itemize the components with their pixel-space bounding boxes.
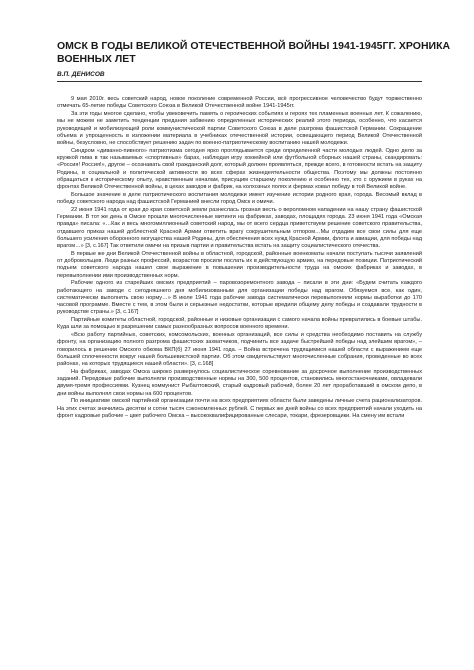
article-author: В.П. ДЕНИСОВ <box>57 71 105 78</box>
paragraph: Большое значение в деле патриотического воспитания молодежи имеет изучение истории родного края, города. Весомый вклад в победу советского народа над фашистской Германией внесли город Омск и омичи. <box>57 191 422 205</box>
paragraph: «Всю работу партийных, советских, комсомольских, военных организаций, все силы и средства необходимо поставить на службу фронту, на организацию полного разгрома фашистских захватчиков, подчинить все задаче быстрейшей победы над злейшим врагом», – говорилось в решении Омского обкома ВКП(б) 27 июня 1941 года. – Война встречена трудящимися нашей области с выражением еще большей сплоченности вокруг нашей большевистской партии. Об этом свидетельствуют многочисленные собрания, проведенные во всех районах, на которых трудящиеся нашей области». [3, с.168] <box>57 332 422 367</box>
paragraph: По инициативе омской партийной организации почти на всех предприятиях области были заведены личные счета рационализаторов. На этих счетах значились десятки и сотни тысяч сэкономленных рублей. С первых же дней войны со всех предприятий начали уходить на фронт кадровые рабочие – цвет рабочего Омска – высококвалифицированные слесари, токари, фрезеровщики. На смену им встали <box>57 398 422 419</box>
article-title <box>57 40 451 66</box>
paragraph: За эти годы многое сделано, чтобы увековечить память о героических событиях и героях тех пламенных военных лет. К сожалению, мы не можем не заметить тенденции предания забвению определенных исторических реалий этого периода, особенно, что касается руководящей и мобилизующей роли коммунистической партии Советского Союза в деле разгрома фашистской Германии. Сокращение объема и упрощенность в изложении материала в учебниках отечественной истории, освещающего период Великой Отечественной войны, безусловно, не способствует решению задач по военно-патриотическому воспитанию нашей молодежи. <box>57 111 422 146</box>
article-title-line: ВОЕННЫХ ЛЕТ <box>57 53 136 65</box>
paragraph: Рабочие одного из старейших омских предприятий – паровозоремонтного завода – писали в эти дни: «Будем считать каждого работающего на заводе с сегодняшнего дня мобилизованным для организации победы над врагом. Обязуемся все, как один, систематически выполнять свою норму…» В июле 1941 года рабочие завода систематически перевыполняли нормы выработки до 170 часовой программе. Вместе с тем, в этом были и серьезные недостатки, которые вредили общему делу победы и создавали трудности в руководстве страны.» [3, с.167] <box>57 280 422 316</box>
article-title-line: ОМСК В ГОДЫ ВЕЛИКОЙ ОТЕЧЕСТВЕННОЙ ВОЙНЫ 1941-1945ГГ. ХРОНИКА <box>57 40 451 52</box>
paragraph: Синдром «диванно-пивного» патриотизма сегодня ярко проглядывается среди определенной части молодых людей. Одно дело за кружкой пива в так называемых «спортивных» барах, наблюдая игру хоккейной или футбольной сборных нашей страны, скандировать: «Россия! Россия!», другое – осознавать свой гражданский долг, который должен проявляться, прежде всего, в готовности встать на защиту Родины, в социальной и политической активности во всех сферах жизнедеятельности общества. Поэтому мы должны постоянно обращаться к историческому опыту, нравственным началам, присущим старшему поколению и особенно тех, кто с оружием в руках на фронтах Великой Отечественной войны, в цехах заводов и фабрик, на колхозных полях и фермах ковал победу в той Великой войне. <box>57 147 422 190</box>
article-body <box>57 96 422 656</box>
header-divider <box>57 81 422 82</box>
paragraph: 9 мая 2010г. весь советский народ, новое поколение современной России, всё прогрессивное человечество будут торжественно отмечать 65-летие победы Советского Союза в Великой Отечественной войне 1941-1945гг. <box>57 96 422 110</box>
paragraph: В первые же дни Великой Отечественной войны в областной, городской, районные военкоматы начали поступать тысячи заявлений от добровольцев. Люди разных профессий, возрастов просили послать их в действующую армию, на передовые позиции. Патриотический подъем советского народа нашел свое выражение в повышении производительности труда на омских фабриках и заводах, в перевыполнении ими производственных норм. <box>57 250 422 279</box>
paragraph: Партийные комитеты областной, городской, районные и низовые организации с самого начала войны превратились в боевые штабы. Куда шли за помощью в разрешении самых разнообразных вопросов военного времени. <box>57 317 422 331</box>
paragraph: 22 июня 1941 года от края до края советской земли разнеслась грозная весть о вероломном нападении на нашу страну фашистской Германии. В тот же день в Омске прошли многочисленные митинги на фабриках, заводах, площадях города. 23 июня 1941 года «Омская правда» писала: «…Как и весь многомиллионный советский народ, мы от всего сердца приветствуем решение советского правительства, отдавшего приказ нашей доблестной Красной Армии ответить врагу сокрушительным отпором…Мы отдадим все свои силы для еще большего усиления оборонного могущества нашей Родины, для обеспечения всех нужд Красной Армии, флота и авиации, для победы над врагом…» [3, с.167] Так ответили омичи на призыв партии и правительства встать на защиту социалистического отечества. <box>57 206 422 249</box>
paragraph: На фабриках, заводах Омска широко развернулось социалистическое соревнование за досрочное выполнение производственных заданий. Передовые рабочие выполняли производственные нормы на 300, 500 процентов, становились многостаночниками, овладевали двумя-тремя профессиями. Кузнец коммунист Рыбалтовский, старый кадровый рабочий, более 20 лет проработавший в омском депо, в дни войны выполнял свои нормы на 600 процентов. <box>57 368 422 397</box>
